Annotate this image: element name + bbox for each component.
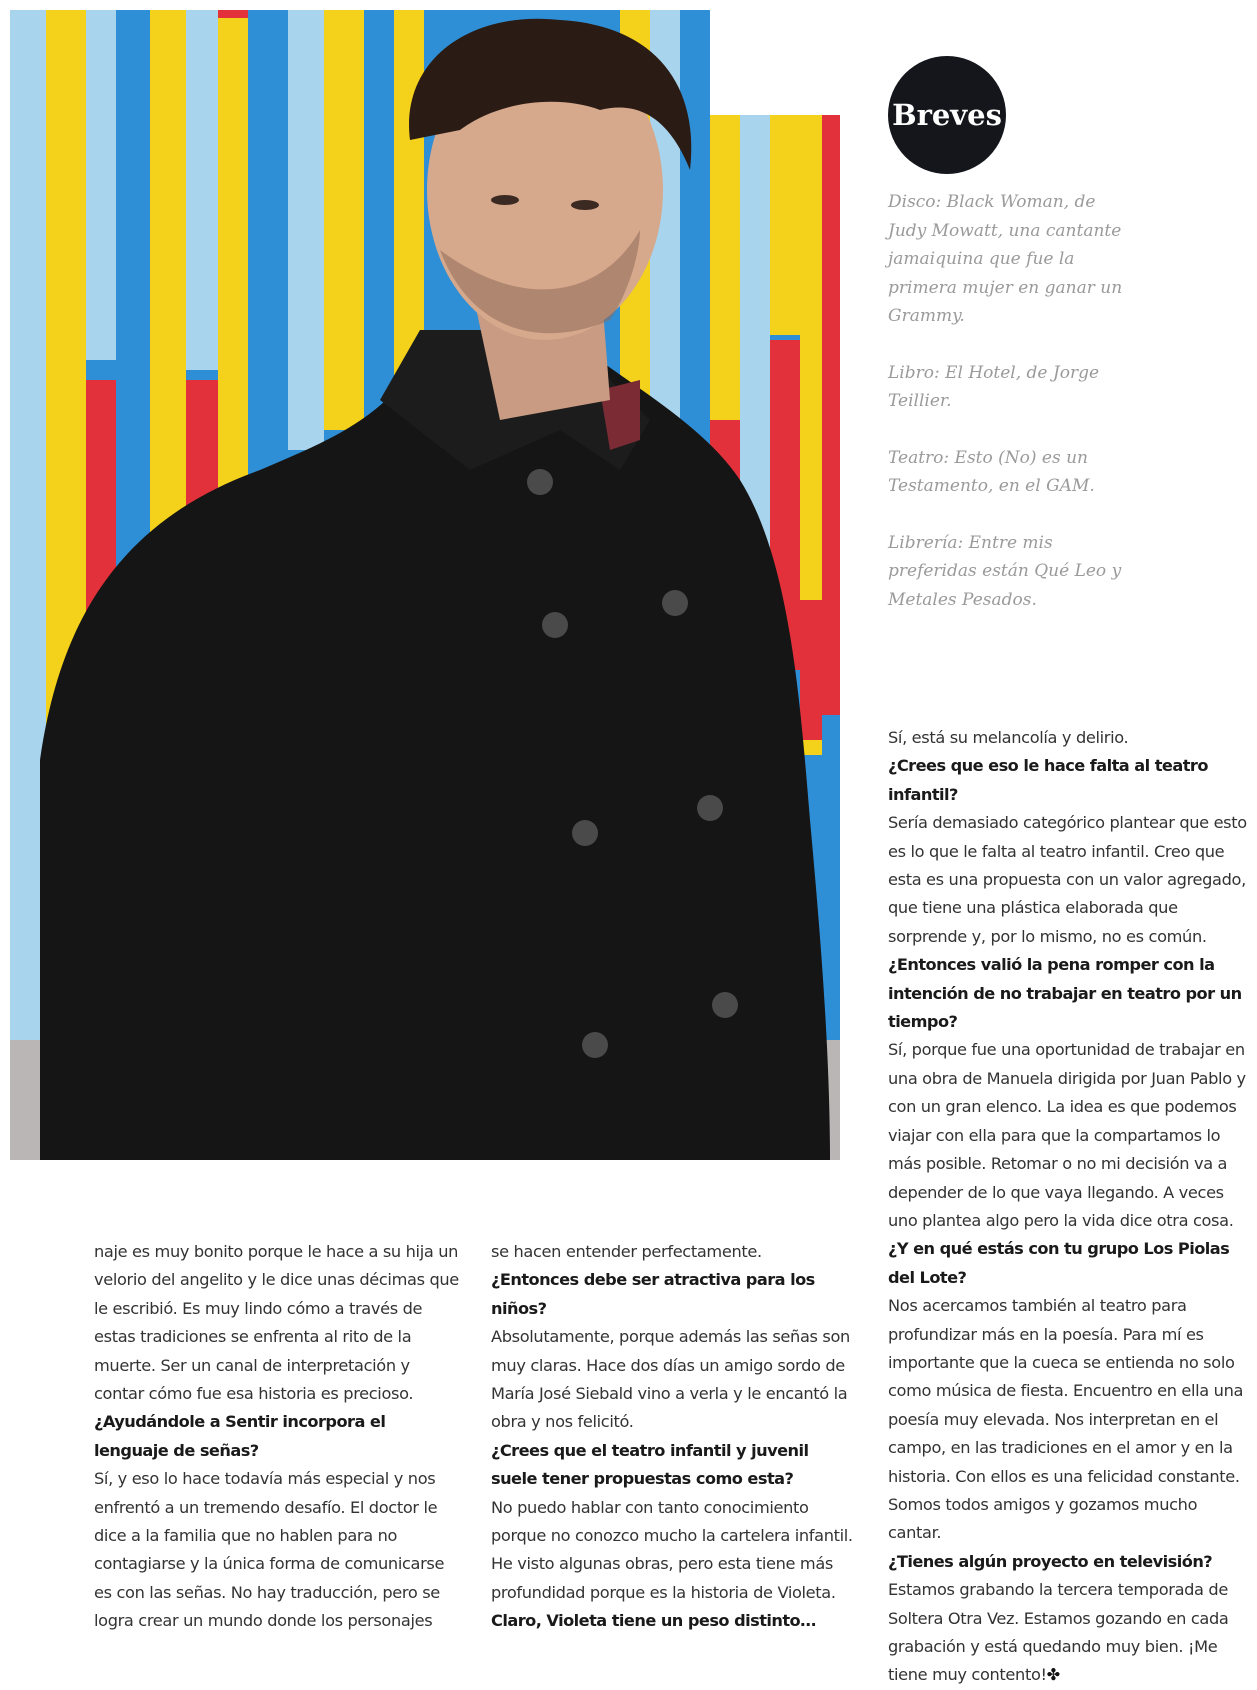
breves-item-libro: Libro: El Hotel, de Jorge Teillier. (888, 362, 1100, 411)
interview-question: ¿Crees que eso le hace falta al teatro infantil? (888, 756, 1208, 804)
clover-ornament-icon: ✤ (1046, 1665, 1060, 1685)
body-paragraph: se hacen entender perfectamente. (491, 1242, 762, 1261)
portrait-illustration (0, 0, 860, 1175)
breves-title: Breves (892, 98, 1002, 132)
interview-answer: Sí, y eso lo hace todavía más especial y nos enfrentó a un tremendo desafío. El doctor le dice a la familia que no hablen para no contagiarse y la única forma de comunicarse es con las señas. No hay traducción, pero se logra crear un mundo donde los personajes (94, 1469, 445, 1631)
article-column-3 (888, 724, 1252, 1690)
interview-question: Claro, Violeta tiene un peso distinto… (491, 1611, 816, 1631)
closing-answer-text: Estamos grabando la tercera temporada de Soltera Otra Vez. Estamos gozando en cada grabación y está quedando muy bien. ¡Me tiene muy contento! (888, 1580, 1229, 1685)
interview-question: ¿Y en qué estás con tu grupo Los Piolas del Lote? (888, 1239, 1230, 1287)
interview-question: ¿Ayudándole a Sentir incorpora el lenguaje de señas? (94, 1412, 386, 1460)
body-paragraph: Sí, está su melancolía y delirio. (888, 728, 1129, 747)
interview-question: ¿Entonces debe ser atractiva para los niños? (491, 1270, 815, 1318)
breves-badge (888, 56, 1006, 174)
interview-answer: No puedo hablar con tanto conocimiento porque no conozco mucho la cartelera infantil. He visto algunas obras, pero esta tiene más profundidad porque es la historia de Violeta. (491, 1497, 853, 1602)
interview-question: ¿Entonces valió la pena romper con la intención de no trabajar en teatro por un tiempo? (888, 955, 1242, 1032)
interview-answer: Sí, porque fue una oportunidad de trabajar en una obra de Manuela dirigida por Juan Pablo y con un gran elenco. La idea es que podemos viajar con ella para que la compartamos lo más posible. Retomar o no mi decisión va a depender de lo que vaya llegando. A veces uno plantea algo pero la vida dice otra cosa. (888, 1040, 1246, 1230)
article-column-1 (94, 1238, 462, 1636)
interview-answer: Sería demasiado categórico plantear que esto es lo que le falta al teatro infantil. Creo que esta es una propuesta con un valor agregado, que tiene una plástica elaborada que sorprende y, por lo mismo, no es común. (888, 813, 1247, 946)
breves-item-libreria: Librería: Entre mis preferidas están Qué Leo y Metales Pesados. (888, 532, 1122, 610)
interview-question: ¿Tienes algún proyecto en televisión? (888, 1551, 1213, 1571)
interview-answer: Absolutamente, porque además las señas son muy claras. Hace dos días un amigo sordo de María José Siebald vino a verla y le encantó la obra y nos felicitó. (491, 1327, 850, 1432)
breves-item-disco: Disco: Black Woman, de Judy Mowatt, una cantante jamaiquina que fue la primera mujer en ganar un Grammy. (888, 192, 1123, 326)
body-paragraph: naje es muy bonito porque le hace a su hija un velorio del angelito y le dice unas décimas que le escribió. Es muy lindo cómo a través de estas tradiciones se enfrenta al rito de la muerte. Ser un canal de interpretación y contar cómo fue esa historia es precioso. (94, 1242, 459, 1404)
interview-question: ¿Crees que el teatro infantil y juvenil suele tener propuestas como esta? (491, 1440, 809, 1489)
interview-answer: Nos acercamos también al teatro para profundizar más en la poesía. Para mí es importante que la cueca se entienda no solo como música de fiesta. Encuentro en ella una poesía muy elevada. Nos interpretan en el campo, en las tradiciones en el amor y en la historia. Con ellos es una felicidad constante. Somos todos amigos y gozamos mucho cantar. (888, 1296, 1244, 1543)
article-column-2 (491, 1238, 859, 1636)
portrait-photo (0, 0, 860, 1175)
breves-list (888, 188, 1128, 642)
breves-item-teatro: Teatro: Esto (No) es un Testamento, en el GAM. (888, 447, 1095, 496)
interview-answer (888, 1576, 1252, 1690)
